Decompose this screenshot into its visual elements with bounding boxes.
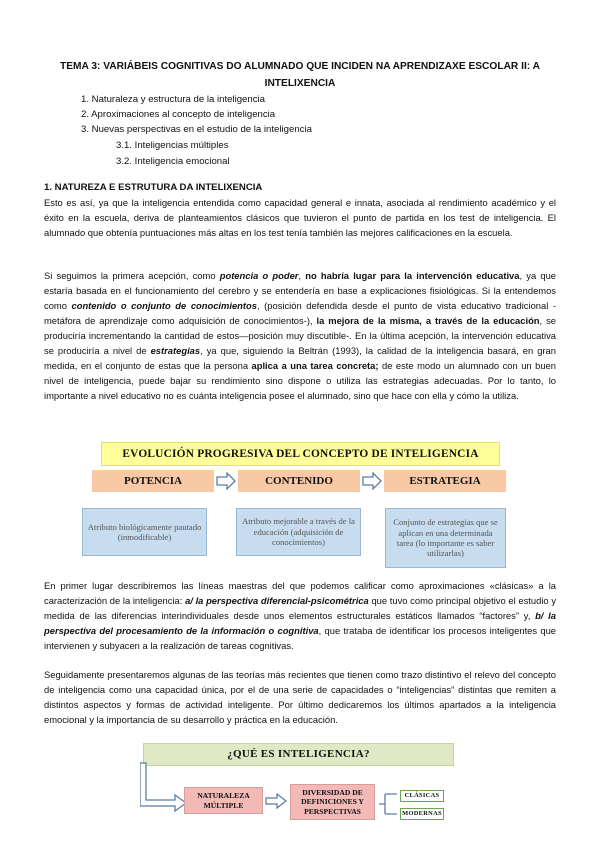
tag-clasicas: CLÁSICAS — [400, 790, 444, 802]
paragraph-2 — [44, 268, 556, 403]
arrow-right-icon — [265, 793, 287, 809]
tag-modernas: MODERNAS — [400, 808, 444, 820]
p2-text-i: , se produciría incrementando la cantidad de estos—posición muy discutible-. En la última acepción, la intervención educativa se produciría a nivel de — [44, 315, 556, 356]
toc-item-1: 1. Naturaleza y estructura de la inteligencia — [81, 94, 265, 105]
stage-contenido: CONTENIDO — [238, 470, 360, 492]
section-heading: 1. NATUREZA E ESTRUTURA DA INTELIXENCIA — [44, 182, 263, 193]
card-contenido: Atributo mejorable a través de la educación (adquisición de conocimientos) — [236, 508, 361, 556]
card-potencia: Atributo biológicamente pautado (inmodificable) — [82, 508, 207, 556]
diagram1-title: EVOLUCIÓN PROGRESIVA DEL CONCEPTO DE INTELIGENCIA — [101, 442, 500, 466]
p3-text-e: , que trataba de identificar los procesos inteligentes que intervienen y subyacen a la realización de tareas cognitivas. — [44, 625, 556, 651]
arrow-right-icon — [362, 472, 382, 490]
document-title: TEMA 3: VARIÁBEIS COGNITIVAS DO ALUMNADO QUE INCIDEN NA APRENDIZAXE ESCOLAR II: A INTELIXENCIA — [60, 61, 540, 89]
bracket-icon — [377, 789, 399, 819]
toc-item-3: 3. Nuevas perspectivas en el estudio de la inteligencia — [81, 124, 312, 135]
p2-text-c: , — [298, 270, 306, 281]
card-estrategia: Conjunto de estrategias que se aplican en una determinada tarea (lo importante es saber utilizarlas) — [385, 508, 506, 568]
p2-aplica: aplica a una tarea concreta; — [251, 360, 379, 371]
box-diversidad: DIVERSIDAD DE DEFINICIONES Y PERSPECTIVAS — [290, 784, 375, 820]
p2-contenido: contenido o conjunto de conocimientos — [71, 300, 257, 311]
p2-text-a: Si seguimos la primera acepción, como — [44, 270, 220, 281]
p2-mejora: la mejora de la misma, a través de la educación — [316, 315, 540, 326]
p2-text-m: de este modo un alumnado con un buen nivel de inteligencia, puede bajar su rendimiento sino dispone o utiliza las estrategias adecuadas. Por lo tanto, lo importante a nivel educativo no es cuánta inteligencia posee el alumnado, sino que hace con ella y cómo la utiliza. — [44, 360, 556, 401]
paragraph-4: Seguidamente presentaremos algunas de las teorías más recientes que tienen como trazo distintivo el relevo del concepto de inteligencia como una capacidad única, por el de una serie de capacidades o “inteligencias” distintas que remiten a distintos aspectos y formas de actividad inteligente. Por último dedicaremos los últimos apartados a la inteligencia emocional y la importancia de su desarrollo y práctica en la educación. — [44, 669, 556, 725]
p2-estrategias: estrategias — [150, 345, 201, 356]
p2-no-habria: no habría lugar para la intervención educativa — [305, 270, 520, 281]
box-naturaleza-multiple: NATURALEZA MÚLTIPLE — [184, 787, 263, 814]
paragraph-3 — [44, 578, 556, 653]
p2-text-g: , (posición defendida desde el punto de vista educativo tradicional -metáfora de aprendizaje como adquisición de conocimientos-), — [44, 300, 556, 326]
p3-perspectiva-diferencial: a/ la perspectiva diferencial-psicométrica — [185, 595, 369, 606]
arrow-right-icon — [216, 472, 236, 490]
toc-item-2: 2. Aproximaciones al concepto de inteligencia — [81, 109, 276, 120]
p3-text-c: que tuvo como principal objetivo el estudio y medida de las diferencias interindividuales desde unos elementos estructurales estáticos llamados “factores” y, — [44, 595, 557, 621]
stage-potencia: POTENCIA — [92, 470, 214, 492]
p3-text-a: En primer lugar describiremos las líneas maestras del que podemos calificar como aproximaciones «clásicas» a la caracterización de la inteligencia: — [44, 580, 556, 606]
p3-perspectiva-procesamiento: b/ la perspectiva del procesamiento de la información o cognitiva — [44, 610, 556, 636]
p2-text-k: , ya que, siguiendo la Beltrán (1993), la calidad de la inteligencia basará, en gran medida, en el conjunto de estas que la persona — [44, 345, 556, 371]
p2-text-e: , ya que estaría basada en el funcionamiento del cerebro y se entendería en base a explicaciones fisiológicas. Si la entendemos como — [44, 270, 557, 311]
stage-estrategia: ESTRATEGIA — [384, 470, 506, 492]
toc-item-3-1: 3.1. Inteligencias múltiples — [116, 140, 229, 151]
paragraph-1: Esto es así, ya que la inteligencia entendida como capacidad general e innata, asociada al rendimiento académico y el éxito en la escuela, deriva de planteamientos clásicos que tuvieron el punto de partida en los test de inteligencia. El alumnado que obtenía puntuaciones más altas en los test tenía también las mejores calificaciones en la escuela. — [44, 197, 556, 238]
toc-item-3-2: 3.2. Inteligencia emocional — [116, 156, 230, 167]
diagram2-title: ¿QUÉ ES INTELIGENCIA? — [143, 743, 454, 766]
bent-arrow-icon — [140, 762, 186, 812]
p2-potencia: potencia o poder — [219, 270, 299, 281]
